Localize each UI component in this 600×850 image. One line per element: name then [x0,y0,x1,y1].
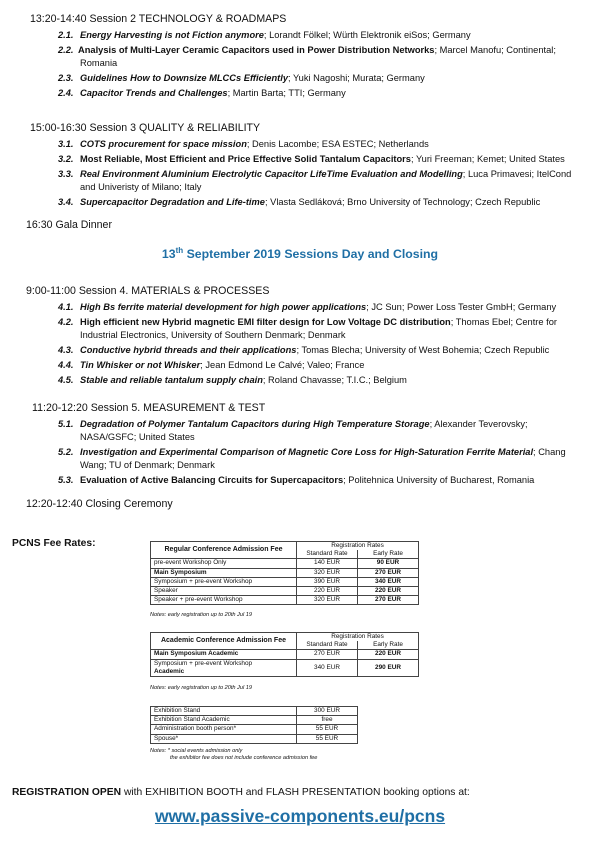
table-row: Speaker 220 EUR 220 EUR [151,587,419,596]
session-3 [0,122,600,209]
table-note: Notes: early registration up to 20th Jul 19 [150,612,252,618]
table-row: Administration booth person* 55 EUR [151,725,358,734]
talk-item: 4.2. High efficient new Hybrid magnetic EMI filter design for Low Voltage DC distribution; Thomas Ebel; Centre for Industrial Electronics, University of Southern Denmark; Denmark [58,317,557,340]
talk-item: 2.2. Analysis of Multi-Layer Ceramic Capacitors used in Power Distribution Networks; Marcel Manofu; Continental; Romania [58,45,556,68]
table-row: pre-event Workshop Only 140 EUR 90 EUR [151,559,419,568]
gala-dinner: 16:30 Gala Dinner [26,219,112,231]
day-heading: 13th September 2019 Sessions Day and Closing [161,246,439,262]
talk-item: 2.3. Guidelines How to Downsize MLCCs Efficiently; Yuki Nagoshi; Murata; Germany [58,73,425,83]
academic-fee-table [150,632,419,677]
early-rate-header: Early Rate [358,550,419,559]
session-time: 9:00-11:00 [26,285,76,297]
talk-item: 3.2. Most Reliable, Most Efficient and Price Effective Solid Tantalum Capacitors; Yuri Freeman; Kemet; United States [58,154,565,164]
exhibition-fee-table [150,706,358,744]
standard-rate-header: Standard Rate [297,550,358,559]
session-title: Session 4. MATERIALS & PROCESSES [78,285,270,297]
rates-header: Registration Rates [297,633,419,642]
talk-item: 3.1. COTS procurement for space mission; Denis Lacombe; ESA ESTEC; Netherlands [58,139,429,149]
talk-item: 5.3. Evaluation of Active Balancing Circuits for Supercapacitors; Politehnica University of Bucharest, Romania [58,475,535,485]
talk-item: 4.1. High Bs ferrite material development for high power applications; JC Sun; Power Loss Tester GmbH; Germany [58,302,557,312]
rates-header: Registration Rates [297,542,419,551]
session-heading [0,402,600,414]
table-row: Symposium + pre-event Workshop Academic 340 EUR 290 EUR [151,659,419,676]
table-row: Spouse* 55 EUR [151,734,358,743]
closing-ceremony: 12:20-12:40 Closing Ceremony [26,498,173,510]
table-header: Academic Conference Admission Fee [151,633,297,650]
session-2 [0,13,600,100]
session-heading [0,285,600,297]
session-4 [0,285,600,387]
table-row: Exhibition Stand Academic free [151,716,358,725]
table-row: Exhibition Stand 300 EUR [151,707,358,716]
talk-item: 3.3. Real Environment Aluminium Electrolytic Capacitor LifeTime Evaluation and Modelling; Luca Primavesi; ItelCond and Univeristy of Milano; Italy [58,169,572,192]
talk-item: 3.4. Supercapacitor Degradation and Life-time; Vlasta Sedláková; Brno University of Technology; Czech Republic [58,197,541,207]
standard-rate-header: Standard Rate [297,641,358,650]
table-row: Speaker + pre-event Workshop 320 EUR 270 EUR [151,596,419,605]
session-heading [0,13,600,25]
session-title: Session 2 TECHNOLOGY & ROADMAPS [89,13,287,25]
talk-item: 5.2. Investigation and Experimental Comparison of Magnetic Core Loss for High-Saturation Ferrite Material; Chang Wang; TU of Denmark; Denmark [58,447,566,470]
session-time: 15:00-16:30 [30,122,87,134]
talk-item: 4.4. Tin Whisker or not Whisker; Jean Edmond Le Calvé; Valeo; France [58,360,365,370]
regular-fee-table [150,541,419,605]
talk-item: 4.5. Stable and reliable tantalum supply chain; Roland Chavasse; T.I.C.; Belgium [58,375,407,385]
talk-item: 5.1. Degradation of Polymer Tantalum Capacitors during High Temperature Storage; Alexander Teverovsky; NASA/GSFC; United States [58,419,528,442]
talk-item: 4.3. Conductive hybrid threads and their applications; Tomas Blecha; University of West Bohemia; Czech Republic [58,345,550,355]
table-header: Regular Conference Admission Fee [151,542,297,559]
talk-item: 2.1. Energy Harvesting is not Fiction anymore; Lorandt Fölkel; Würth Elektronik eiSos; Germany [58,30,471,40]
table-note: Notes: * social events admission only the exhibitor fee does not include conference admission fee [150,748,318,761]
session-heading [0,122,600,134]
registration-line: REGISTRATION OPEN with EXHIBITION BOOTH and FLASH PRESENTATION booking options at: [12,787,470,798]
session-time: 11:20-12:20 [32,402,88,414]
session-title: Session 5. MEASUREMENT & TEST [90,402,266,414]
table-row: Main Symposium Academic 270 EUR 220 EUR [151,650,419,659]
table-row: Main Symposium 320 EUR 270 EUR [151,568,419,577]
table-note: Notes: early registration up to 20th Jul 19 [150,685,252,691]
session-time: 13:20-14:40 [30,13,87,25]
early-rate-header: Early Rate [358,641,419,650]
fee-rates-label: PCNS Fee Rates: [12,538,96,549]
talk-item: 2.4. Capacitor Trends and Challenges; Martin Barta; TTI; Germany [58,88,346,98]
session-title: Session 3 QUALITY & RELIABILITY [89,122,261,134]
website-link[interactable]: www.passive-components.eu/pcns [154,806,446,826]
table-row: Symposium + pre-event Workshop 390 EUR 340 EUR [151,577,419,586]
session-5 [0,402,600,487]
